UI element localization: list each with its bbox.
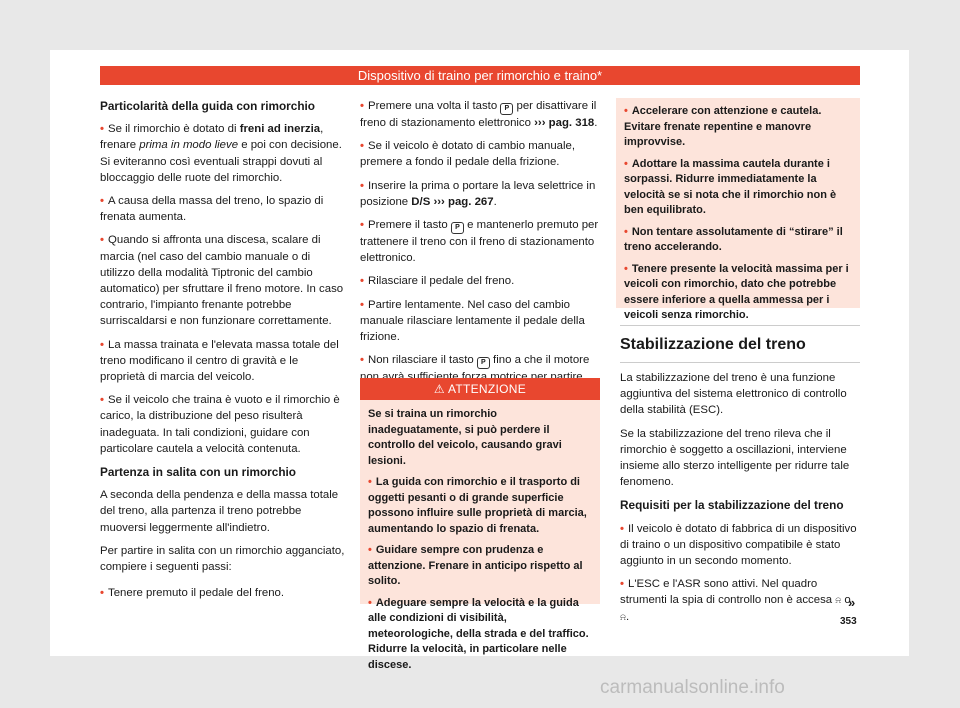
heading-hill-start: Partenza in salita con un rimorchio	[100, 465, 297, 480]
list-item: • Adottare la massima cautela durante i sorpassi. Ridurre immediatamente la velocità se si nota che il rimorchio non è ben equilibrato.	[624, 157, 837, 216]
list-item: • Rilasciare il pedale del freno.	[360, 275, 515, 288]
list-item: • La massa trainata e l'elevata massa totale del treno modificano il centro di gravità e le proprietà di marcia del veicolo.	[100, 338, 339, 384]
page-header: Dispositivo di traino per rimorchio e traino*	[100, 66, 860, 85]
list-item: • Quando si affronta una discesa, scalare di marcia (nel caso del cambio manuale o di utilizzo della modalità Tiptronic del cambio automatico) per sfruttare il freno motore. In caso contrario, l'impianto frenante potrebbe surriscaldarsi e non funzionare correttamente.	[100, 234, 344, 328]
heading-requirements: Requisiti per la stabilizzazione del treno	[620, 498, 844, 513]
warning-box-continued	[616, 98, 860, 321]
section-title: Stabilizzazione del treno	[620, 336, 806, 353]
list-item: • Non rilasciare il tasto P fino a che il motore	[360, 352, 600, 385]
list-item: • Adeguare sempre la velocità e la guida alle condizioni di visibilità, meteorologiche, della strada e del traffico. Ridurre la velocità, in particolare nelle discese.	[368, 596, 589, 671]
list-item: • Partire lentamente. Nel caso del cambio manuale rilasciare lentamente il pedale della frizione.	[360, 298, 585, 344]
parking-brake-icon: P	[451, 222, 464, 234]
warning-body	[360, 400, 600, 673]
warning-body	[616, 98, 860, 324]
esc-warning-icon: ⍾	[835, 595, 842, 606]
list-item: • Il veicolo è dotato di fabbrica di un dispositivo di traino o un dispositivo compatibile è stato aggiunto in un secondo momento.	[620, 522, 857, 568]
list-item: • Accelerare con attenzione e cautela. Evitare frenate repentine e manovre improvvise.	[624, 105, 822, 148]
paragraph: Per partire in salita con un rimorchio agganciato, compiere i seguenti passi:	[100, 544, 345, 574]
continued-mark: »	[848, 595, 856, 610]
parking-brake-icon: P	[500, 103, 513, 115]
list-item: • Se il rimorchio è dotato di freni ad inerzia, frenare prima in modo lieve e poi con decisione. Si eviteranno così eventuali strappi dovuti al bloccaggio delle ruote del rimorchio.	[100, 123, 342, 184]
list-item: • Tenere premuto il pedale del freno.	[100, 587, 285, 600]
parking-brake-icon: P	[477, 357, 490, 369]
paragraph: A seconda della pendenza e della massa totale del treno, alla partenza il treno potrebbe muoversi leggermente all'indietro.	[100, 489, 339, 534]
list-item: • Non tentare assolutamente di “stirare” il treno accelerando.	[624, 225, 843, 253]
heading-towing-driving: Particolarità della guida con rimorchio	[100, 99, 316, 113]
list-item: • Premere una volta il tasto P per disattivare il freno di stazionamento elettronico ››› pag. 318.	[360, 100, 598, 129]
watermark: carmanualsonline.info	[600, 677, 785, 698]
divider	[620, 362, 860, 363]
list-item: • Tenere presente la velocità massima per i veicoli con rimorchio, dato che potrebbe essere inferiore a quella ammessa per i veicoli senza rimorchio.	[624, 262, 849, 321]
list-item: • Se il veicolo è dotato di cambio manuale, premere a fondo il pedale della frizione.	[360, 140, 576, 169]
paragraph: La stabilizzazione del treno è una funzione aggiuntiva del sistema elettronico di controllo della stabilità (ESC).	[620, 372, 847, 417]
divider	[620, 325, 860, 326]
page-reference-link[interactable]: ››› pag. 318	[534, 117, 595, 129]
column-2	[360, 98, 600, 392]
list-item: • La guida con rimorchio e il trasporto di oggetti pesanti o di grande superficie possono influire sulle proprietà di marcia, aumentando lo spazio di frenata.	[368, 476, 587, 535]
list-item: • Premere il tasto P e mantenerlo premuto per trattenere il treno con il freno di stazionamento elettronico.	[360, 219, 599, 265]
paragraph: Se la stabilizzazione del treno rileva che il rimorchio è soggetto a oscillazioni, interviene insieme allo sterzo intelligente per ridurre tale fenomeno.	[620, 427, 850, 489]
list-item: • Inserire la prima o portare la leva selettrice in posizione D/S ››› pag. 267.	[360, 179, 596, 208]
column-1	[100, 98, 346, 608]
esc-off-icon: ⍾	[620, 611, 626, 622]
list-item: • Guidare sempre con prudenza e attenzione. Frenare in anticipo rispetto al solito.	[368, 544, 583, 587]
list-item: • L'ESC e l'ASR sono attivi. Nel quadro strumenti la spia di controllo non è accesa ⍾ o ⍾.	[620, 576, 860, 625]
list-item: • Se il veicolo che traina è vuoto e il rimorchio è carico, la distribuzione del peso risulterà inadeguata. In tali condizioni, guidare con particolare cautela a velocità contenuta.	[100, 394, 340, 455]
warning-box	[360, 378, 600, 671]
warning-triangle-icon: ⚠	[433, 382, 448, 396]
warning-header: ⚠ ATTENZIONE	[360, 378, 600, 400]
list-item: • A causa della massa del treno, lo spazio di frenata aumenta.	[100, 195, 324, 224]
warning-intro: Se si traina un rimorchio inadeguatamente, si può perdere il controllo del veicolo, causando gravi lesioni.	[368, 408, 562, 467]
column-3	[620, 370, 860, 632]
page-number: 353	[840, 616, 857, 627]
page-reference-link[interactable]: D/S ››› pag. 267	[411, 195, 494, 208]
